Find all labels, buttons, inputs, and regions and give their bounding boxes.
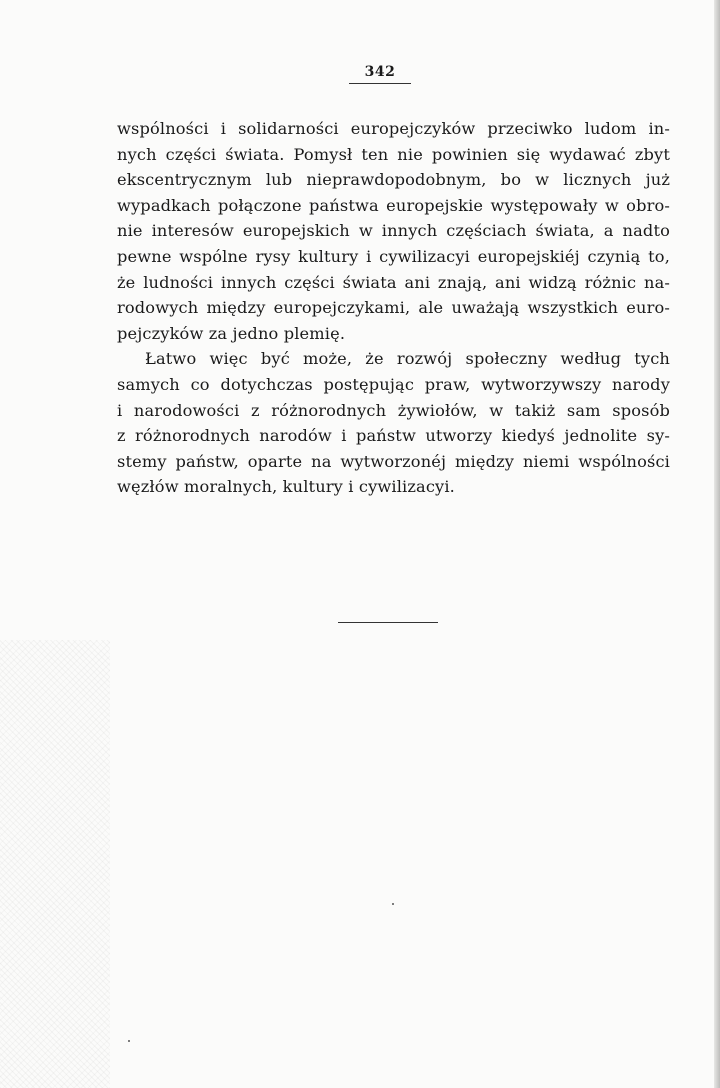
text-line: stemy państw, oparte na wytworzonéj między niemi wspólności — [117, 451, 670, 471]
body-text — [117, 116, 670, 500]
text-line: że ludności innych części świata ani znają, ani widzą różnic na- — [117, 272, 670, 292]
page-header — [330, 64, 430, 84]
paper-speck — [128, 1040, 130, 1042]
page-number: 342 — [364, 64, 396, 80]
text-line: wypadkach połączone państwa europejskie występowały w obro- — [117, 195, 670, 215]
header-rule — [349, 83, 411, 84]
paragraph-2 — [117, 346, 670, 500]
text-line: rodowych między europejczykami, ale uważają wszystkich euro- — [117, 298, 670, 318]
text-line: ekscentrycznym lub nieprawdopodobnym, bo w licznych już — [117, 170, 670, 190]
page-edge-shadow — [714, 0, 720, 1088]
paragraph-1 — [117, 116, 670, 346]
text-line: z różnorodnych narodów i państw utworzy kiedyś jednolite sy- — [117, 426, 670, 446]
text-line: Łatwo więc być może, że rozwój społeczny według tych — [145, 349, 670, 369]
text-line: nie interesów europejskich w innych częściach świata, a nadto — [117, 221, 670, 241]
text-line: pejczyków za jedno plemię. — [117, 323, 346, 343]
text-line: wspólności i solidarności europejczyków przeciwko ludom in- — [117, 119, 670, 138]
section-end-rule — [338, 622, 438, 623]
text-line: węzłów moralnych, kultury i cywilizacyi. — [117, 477, 455, 497]
text-line: nych części świata. Pomysł ten nie powinien się wydawać zbyt — [117, 144, 670, 164]
text-line: i narodowości z różnorodnych żywiołów, w takiż sam sposób — [117, 400, 670, 420]
page-edge-texture — [0, 640, 110, 1088]
paper-speck — [392, 903, 394, 905]
text-line: samych co dotychczas postępując praw, wytworzywszy narody — [117, 374, 670, 394]
text-line: pewne wspólne rysy kultury i cywilizacyi europejskiéj czynią to, — [117, 246, 670, 266]
